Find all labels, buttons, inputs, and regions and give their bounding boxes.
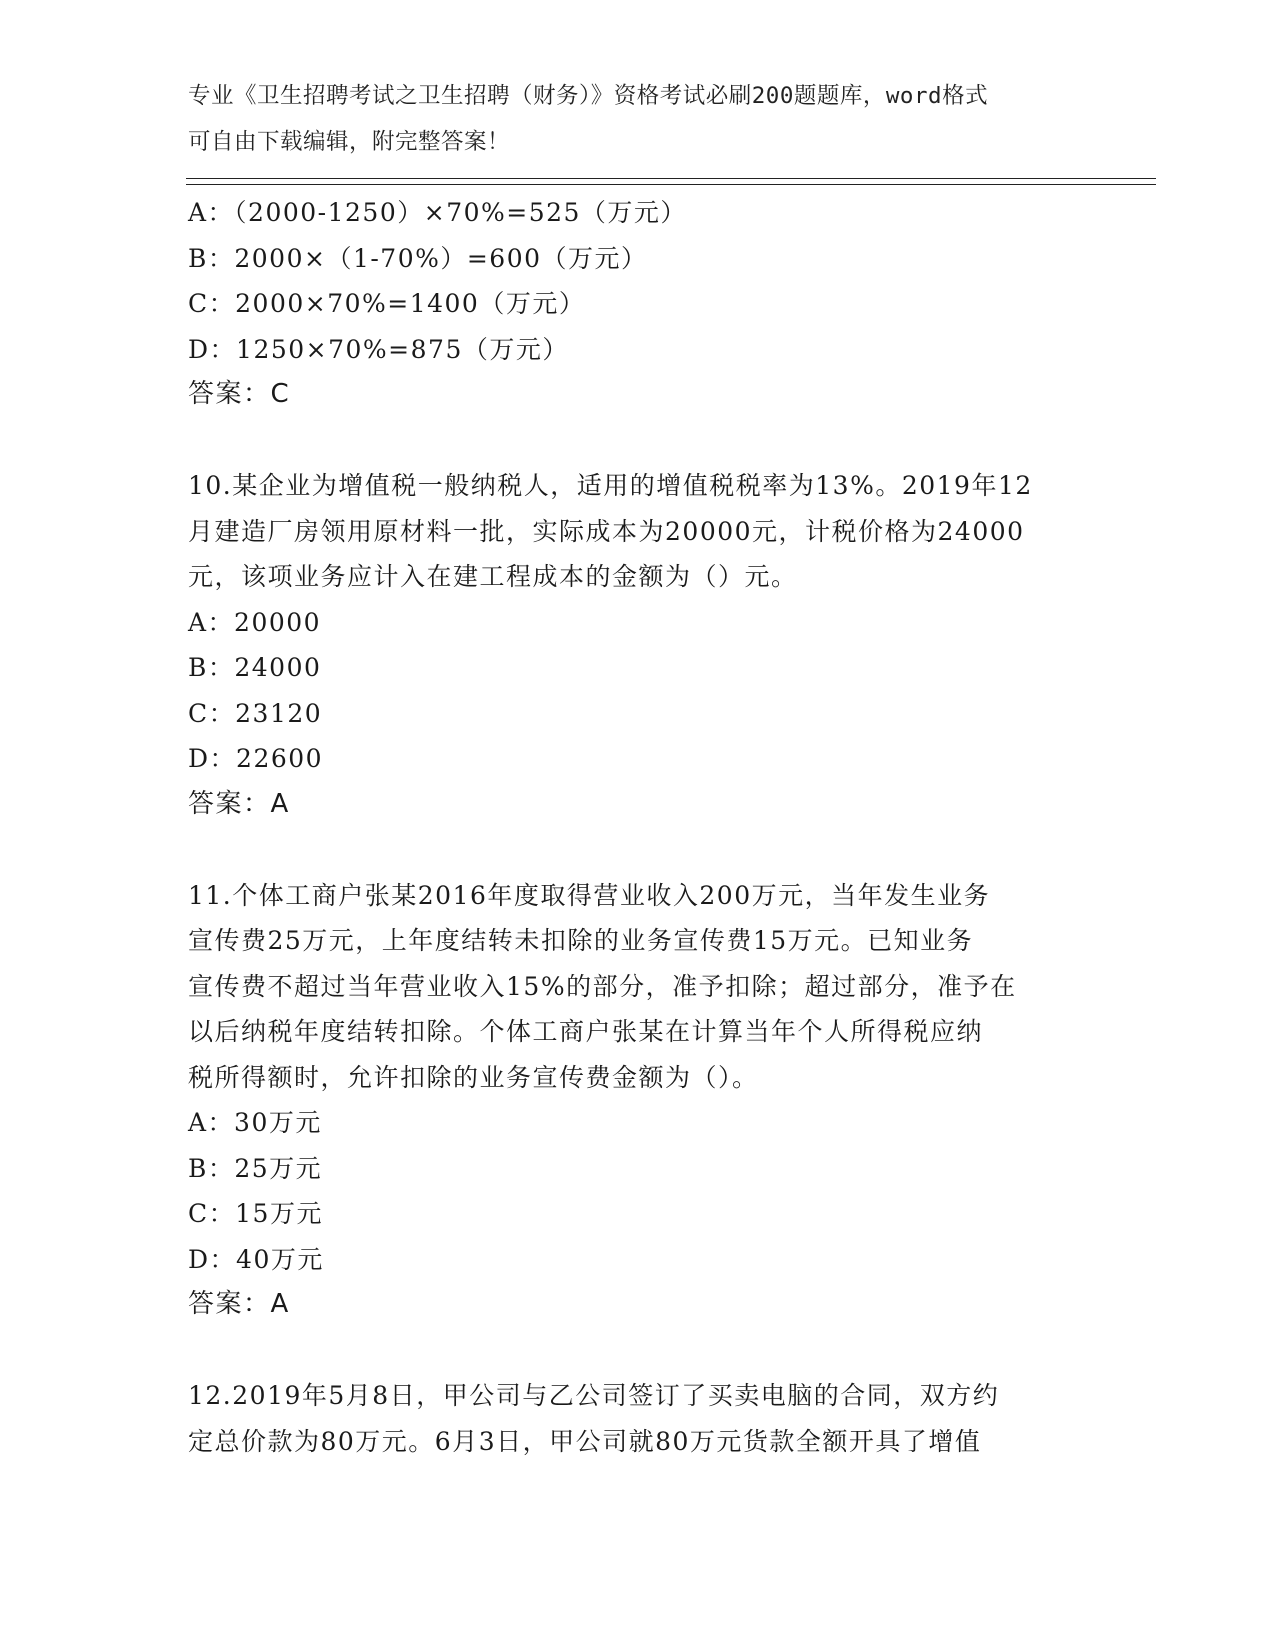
question-text-line: 元，该项业务应计入在建工程成本的金额为（）元。 <box>188 562 798 591</box>
spacer <box>188 418 1088 464</box>
question-text-line: 定总价款为80万元。6月3日，甲公司就80万元货款全额开具了增值 <box>188 1426 982 1456</box>
question-12 <box>188 1373 1088 1464</box>
question-9 <box>188 190 1088 418</box>
option-a: A：30万元 <box>188 1108 322 1137</box>
question-text-line: 宣传费不超过当年营业收入15%的部分，准予扣除；超过部分，准予在 <box>188 971 1017 1001</box>
question-text <box>188 463 1088 600</box>
header-divider-top <box>186 178 1156 179</box>
question-11 <box>188 873 1088 1328</box>
question-text-line: 以后纳税年度结转扣除。个体工商户张某在计算当年个人所得税应纳 <box>188 1017 984 1046</box>
answer-line: 答案：A <box>188 1289 290 1319</box>
option-a: A：（2000-1250）×70%=525（万元） <box>188 198 687 227</box>
option-b: B：24000 <box>188 653 322 682</box>
header-title-line-2: 可自由下载编辑，附完整答案！ <box>188 128 511 155</box>
option-d: D：1250×70%=875（万元） <box>188 334 569 364</box>
option-c: C：15万元 <box>188 1199 323 1228</box>
option-a: A：20000 <box>188 607 322 637</box>
question-text-line: 12.2019年5月8日，甲公司与乙公司签订了买卖电脑的合同，双方约 <box>188 1381 1000 1410</box>
answer-line: 答案：C <box>188 379 291 409</box>
option-b: B：25万元 <box>188 1153 323 1183</box>
header-title-line-1: 专业《卫生招聘考试之卫生招聘（财务）》资格考试必刷200题题库，word格式 <box>188 83 989 109</box>
spacer <box>188 1328 1088 1374</box>
question-list <box>188 190 1088 1464</box>
option-c: C：2000×70%=1400（万元） <box>188 289 586 318</box>
spacer <box>188 827 1088 873</box>
question-text-line: 宣传费25万元，上年度结转未扣除的业务宣传费15万元。已知业务 <box>188 926 974 955</box>
question-text <box>188 873 1088 1101</box>
option-c: C：23120 <box>188 698 323 728</box>
question-text-line: 10.某企业为增值税一般纳税人，适用的增值税税率为13%。2019年12 <box>188 471 1033 500</box>
question-text-line: 月建造厂房领用原材料一批，实际成本为20000元，计税价格为24000 <box>188 516 1025 546</box>
question-10 <box>188 463 1088 827</box>
header-divider-bottom <box>186 184 1156 185</box>
option-b: B：2000×（1-70%）=600（万元） <box>188 243 648 273</box>
option-d: D：40万元 <box>188 1244 324 1274</box>
question-text <box>188 1373 1088 1464</box>
question-text-line: 税所得额时，允许扣除的业务宣传费金额为（）。 <box>188 1062 759 1092</box>
document-header <box>188 74 1088 165</box>
answer-line: 答案：A <box>188 788 290 819</box>
option-d: D：22600 <box>188 744 324 773</box>
question-text-line: 11.个体工商户张某2016年度取得营业收入200万元，当年发生业务 <box>188 880 991 910</box>
